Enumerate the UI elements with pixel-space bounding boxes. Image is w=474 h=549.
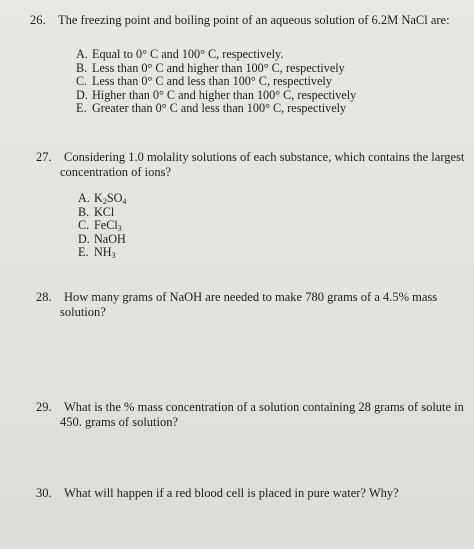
q27-option-c[interactable]: [78, 219, 126, 233]
option-label: B.: [78, 204, 90, 219]
question-27-text-line1: Considering 1.0 molality solutions of each substance, which contains the largest: [64, 150, 465, 164]
question-29: [36, 400, 464, 430]
formula-subscript: 3: [117, 224, 122, 233]
option-label: A.: [78, 191, 90, 205]
option-text: Greater than 0° C and less than 100° C, respectively: [92, 101, 347, 115]
option-label: D.: [78, 231, 90, 246]
formula-mid: SO: [106, 191, 123, 205]
formula-subscript: 4: [122, 197, 127, 206]
formula-main: NaOH: [94, 231, 126, 246]
question-27-number: 27.: [36, 150, 52, 164]
question-27: [36, 150, 464, 180]
q26-option-a[interactable]: [76, 48, 356, 62]
option-label: B.: [76, 60, 88, 75]
question-26-number: 26.: [30, 13, 46, 27]
option-label: C.: [76, 74, 88, 88]
formula-subscript: 3: [111, 251, 116, 260]
formula-main: NH: [94, 245, 112, 259]
option-text: Less than 0° C and higher than 100° C, respectively: [92, 60, 345, 75]
question-29-text-line1: What is the % mass concentration of a solution containing 28 grams of solute in: [64, 400, 464, 414]
option-label: D.: [76, 87, 88, 102]
option-label: C.: [78, 218, 90, 232]
option-label: A.: [76, 47, 88, 61]
q27-option-b[interactable]: [78, 206, 126, 220]
option-label: E.: [78, 245, 89, 259]
option-text: Less than 0° C and less than 100° C, respectively: [92, 74, 332, 88]
question-27-text-line2: concentration of ions?: [60, 165, 172, 179]
question-26-options: [76, 48, 356, 116]
q26-option-c[interactable]: [76, 75, 356, 89]
question-30: [36, 486, 399, 501]
question-26-text: The freezing point and boiling point of an aqueous solution of 6.2M NaCl are:: [58, 13, 450, 27]
q26-option-b[interactable]: [76, 62, 356, 76]
option-text: Higher than 0° C and higher than 100° C, respectively: [92, 87, 357, 102]
formula-main: K: [94, 191, 103, 205]
question-29-number: 29.: [36, 400, 52, 414]
option-text: Equal to 0° C and 100° C, respectively.: [92, 47, 284, 61]
question-28-text-line2: solution?: [60, 305, 106, 319]
question-30-text: What will happen if a red blood cell is placed in pure water? Why?: [64, 486, 399, 500]
q27-option-d[interactable]: [78, 233, 126, 247]
question-30-number: 30.: [36, 486, 52, 500]
formula-main: KCl: [94, 204, 115, 219]
question-26: [30, 13, 450, 28]
q27-option-a[interactable]: [78, 192, 126, 206]
formula-subscript: 2: [102, 197, 107, 206]
question-28-number: 28.: [36, 290, 52, 304]
question-28-text-line1: How many grams of NaOH are needed to make 780 grams of a 4.5% mass: [64, 290, 438, 304]
question-27-options: [78, 192, 126, 260]
option-label: E.: [76, 101, 87, 115]
q26-option-d[interactable]: [76, 89, 356, 103]
q27-option-e[interactable]: [78, 246, 126, 260]
q26-option-e[interactable]: [76, 102, 356, 116]
formula-main: FeCl: [94, 218, 118, 232]
question-29-text-line2: 450. grams of solution?: [60, 415, 179, 429]
question-28: [36, 290, 437, 320]
